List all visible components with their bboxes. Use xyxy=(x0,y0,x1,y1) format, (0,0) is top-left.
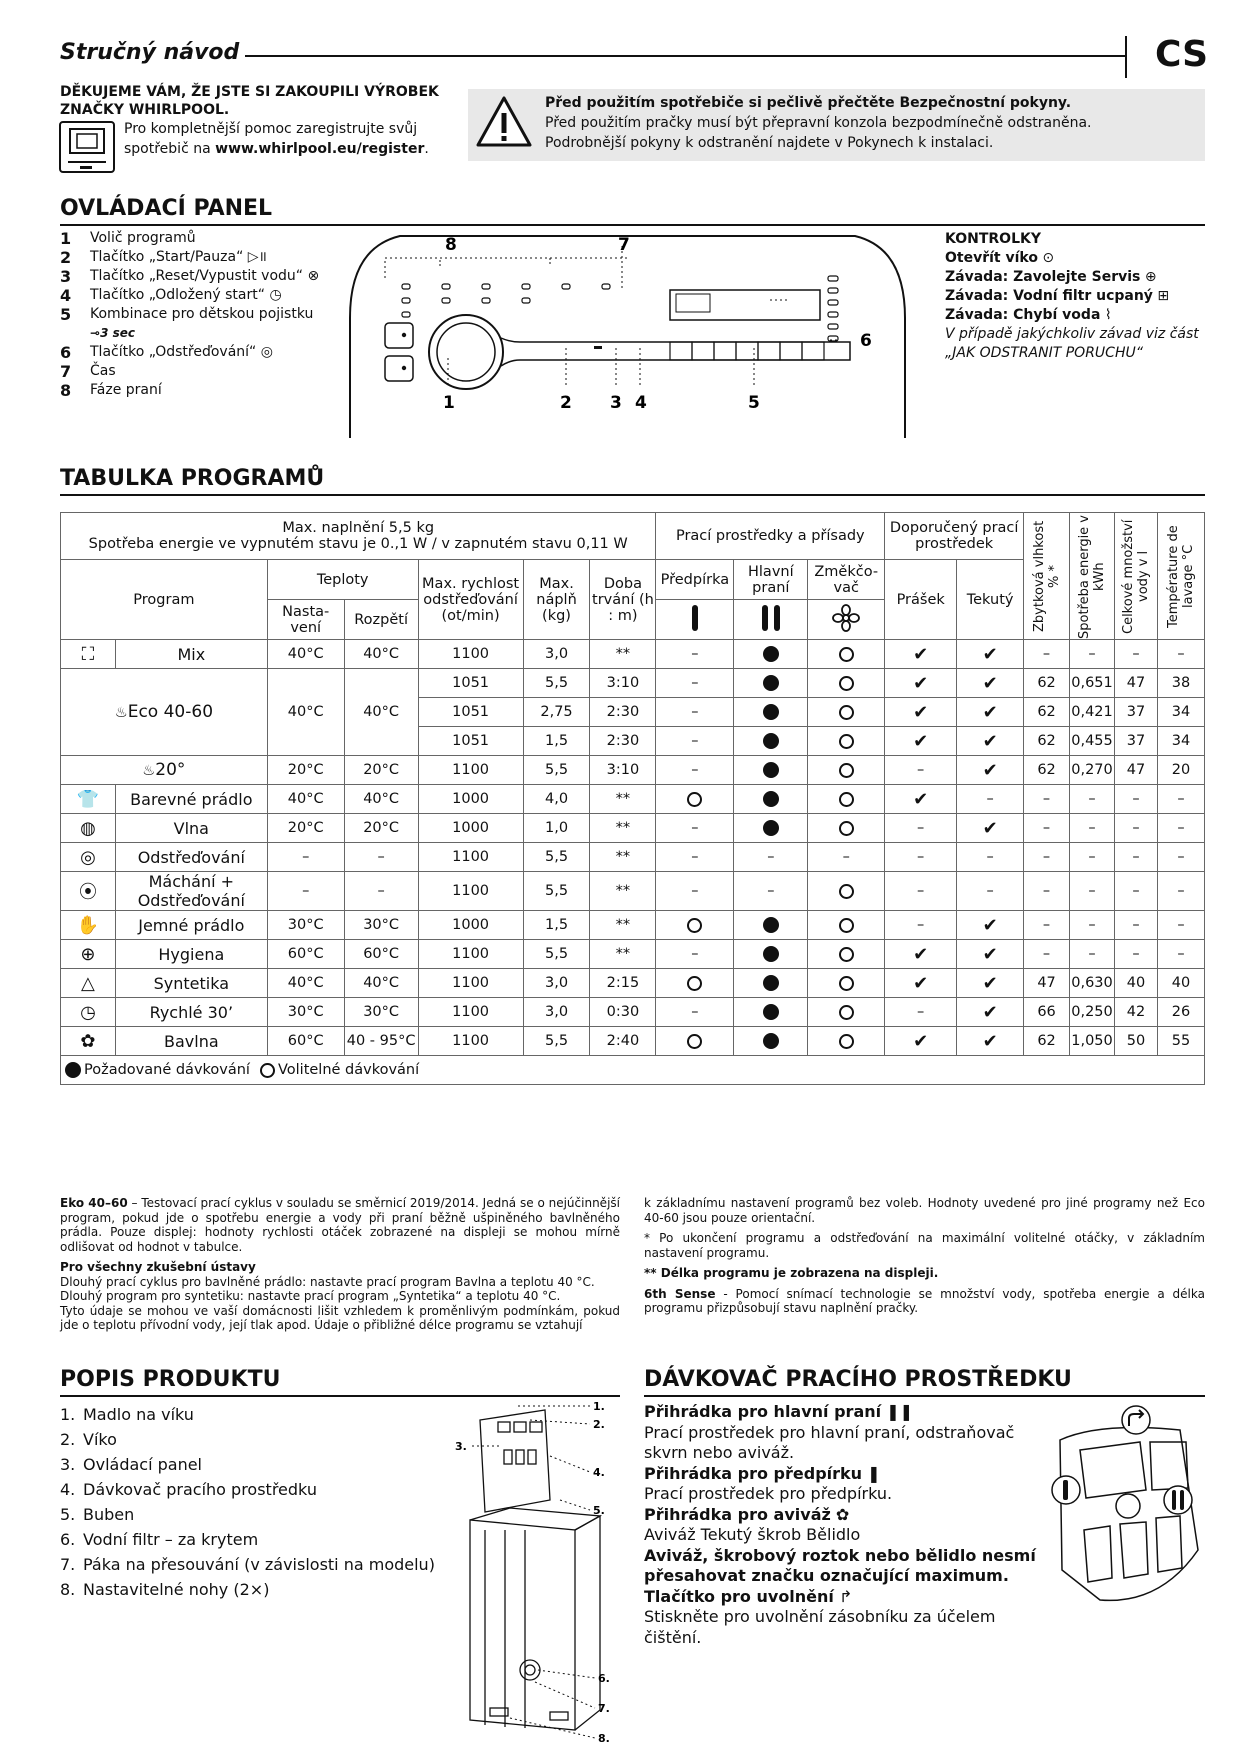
program-icon-cell xyxy=(61,785,116,814)
program-name: Vlna xyxy=(115,814,267,843)
program-icon-cell xyxy=(61,998,116,1027)
filter-icon: ⊞ xyxy=(1157,288,1170,304)
prewash-icon: ❚ xyxy=(867,1463,881,1483)
warning-icon xyxy=(474,93,534,151)
list-item: 8 Fáze praní xyxy=(60,381,162,400)
required-dose-icon xyxy=(763,762,779,778)
optional-dose-icon xyxy=(687,792,702,807)
softener-header: Změkčo-vač xyxy=(808,560,885,600)
program-name: Syntetika xyxy=(115,969,267,998)
section-rule xyxy=(60,494,1205,496)
program-icon-cell xyxy=(61,911,116,940)
product-label-3: 3. xyxy=(455,1440,467,1453)
list-item: 3. Ovládací panel xyxy=(60,1455,202,1474)
dispenser-description: Přihrádka pro hlavní praní ❚❚ Prací prostředek pro hlavní praní, odstraňovač skvrn nebo aviváž. Přihrádka pro předpírku ❚ Prací prostředek pro předpírku. Přihrádka pro aviváž ✿ Aviváž Tekutý škrob Bělidlo Aviváž, škrobový roztok nebo bělidlo nesmí přesahovat značku označující maximum. Tlačítko pro uvolnění ↱ Stiskněte pro uvolnění zásobníku za účelem čištění. xyxy=(644,1402,1036,1647)
list-item: 8. Nastavitelné nohy (2×) xyxy=(60,1580,270,1599)
table-row: ♨Eco 40-60 40°C 40°C 1051 5,5 3:10 – ✔ ✔ 62 0,651 47 38 xyxy=(61,669,1205,698)
set-header: Nasta-vení xyxy=(267,600,344,640)
required-dose-icon xyxy=(763,820,779,836)
optional-dose-icon xyxy=(839,918,854,933)
list-item: 6. Vodní filtr – za krytem xyxy=(60,1530,259,1549)
list-item: 5 Kombinace pro dětskou pojistku xyxy=(60,305,314,324)
hygiene-icon: ⊕ xyxy=(80,943,96,965)
speed-header: Max. rychlost odstřeďování (ot/min) xyxy=(418,560,523,640)
colour-icon: 👕 xyxy=(76,788,100,810)
optional-dose-icon xyxy=(839,1034,854,1049)
range-header: Rozpětí xyxy=(344,600,418,640)
optional-dose-icon xyxy=(687,1034,702,1049)
diagram-label-6: 6 xyxy=(860,331,872,351)
program-table-heading: TABULKA PROGRAMŮ xyxy=(60,466,325,491)
program-header: Program xyxy=(61,560,268,640)
list-item: 4. Dávkovač pracího prostředku xyxy=(60,1480,317,1499)
cotton-icon: ✿ xyxy=(80,1030,96,1052)
wool-icon: ◍ xyxy=(80,817,96,839)
list-item: 1. Madlo na víku xyxy=(60,1405,194,1424)
title-rule xyxy=(245,55,1125,57)
table-row: 1051 2,75 2:30 – ✔ ✔ 62 0,421 37 34 xyxy=(61,698,1205,727)
list-item: 1 Volič programů xyxy=(60,229,196,248)
optional-dose-icon xyxy=(839,821,854,836)
thanks-text: DĚKUJEME VÁM, ŽE JSTE SI ZAKOUPILI VÝROBEK ZNAČKY WHIRLPOOL. xyxy=(60,84,439,118)
title-divider xyxy=(1125,36,1127,78)
control-panel-diagram xyxy=(330,228,930,443)
table-row: ◍ Vlna 20°C 20°C 1000 1,0 ** – – ✔ – – – – xyxy=(61,814,1205,843)
water-header: Celkové množství vody v l xyxy=(1115,513,1158,640)
optional-dose-icon xyxy=(687,976,702,991)
computer-icon xyxy=(58,120,116,176)
child-lock-hint: ⊸3 sec xyxy=(90,326,135,340)
diagram-label-2: 2 xyxy=(560,393,572,413)
list-item: 7. Páka na přesouvání (v závislosti na modelu) xyxy=(60,1555,435,1574)
release-arrow-icon: ↱ xyxy=(839,1586,853,1606)
diagram-label-7: 7 xyxy=(618,235,630,255)
required-dose-icon xyxy=(763,646,779,662)
product-label-1: 1. xyxy=(593,1400,605,1413)
mainwash-header: Hlavní praní xyxy=(734,560,808,600)
product-parts-list xyxy=(60,1402,440,1602)
optional-dose-icon xyxy=(687,918,702,933)
table-row: △ Syntetika 40°C 40°C 1100 3,0 2:15 ✔ ✔ 47 0,630 40 40 xyxy=(61,969,1205,998)
language-code: CS xyxy=(1155,34,1209,75)
prewash-header: Předpírka xyxy=(656,560,734,600)
table-row: ⦿ Máchání + Odstřeďování – – 1100 5,5 ** – – – – – – – – xyxy=(61,872,1205,911)
program-icon-cell xyxy=(61,843,116,872)
product-label-7: 7. xyxy=(598,1702,610,1715)
temps-header: Teploty xyxy=(267,560,418,600)
optional-dose-icon xyxy=(839,792,854,807)
diagram-label-5: 5 xyxy=(748,393,760,413)
spin-icon: ◎ xyxy=(80,846,96,868)
register-link[interactable]: www.whirlpool.eu/register xyxy=(215,141,425,157)
program-name: Barevné prádlo xyxy=(115,785,267,814)
list-item: 2 Tlačítko „Start/Pauza“ ▷॥ xyxy=(60,248,267,267)
required-dose-icon xyxy=(763,917,779,933)
notes-right: k základnímu nastavení programů bez voleb. Hodnoty uvedené pro jiné programy než Eco 40-60 jsou pouze orientační. * Po ukončení programu a odstřeďování na maximální volitelné otáčky, v základním nastavení programu. ** Délka programu je zobrazena na displeji. 6th Sense - Pomocí snímací technologie se množství vody, spotřeba energie a délka programu přizpůsobují stavu naplnění pračky. xyxy=(644,1196,1205,1315)
program-name: Máchání + Odstřeďování xyxy=(115,872,267,911)
table-top-header: Max. naplnění 5,5 kg Spotřeba energie ve vypnutém stavu je 0.,1 W / v zapnutém stavu 0,11 W xyxy=(61,513,656,560)
register-text: Pro kompletnější pomoc zaregistrujte svůj spotřebič na www.whirlpool.eu/register. xyxy=(124,121,429,157)
diagram-label-3: 3 xyxy=(610,393,622,413)
optional-dose-icon xyxy=(839,763,854,778)
table-row: ⊕ Hygiena 60°C 60°C 1100 5,5 ** – ✔ ✔ – – – – xyxy=(61,940,1205,969)
required-dose-icon xyxy=(763,704,779,720)
required-dose-icon xyxy=(763,946,779,962)
dispenser-diagram xyxy=(1040,1400,1205,1615)
product-label-4: 4. xyxy=(593,1466,605,1479)
program-name: Rychlé 30’ xyxy=(115,998,267,1027)
softener-icon xyxy=(808,600,885,640)
table-row: 👕 Barevné prádlo 40°C 40°C 1000 4,0 ** ✔ – – – – – xyxy=(61,785,1205,814)
program-table xyxy=(60,512,1205,1085)
product-heading: POPIS PRODUKTU xyxy=(60,1367,281,1392)
optional-dose-icon xyxy=(839,734,854,749)
wash-temp-header: Température de lavage °C xyxy=(1157,513,1204,640)
delicate-icon: ✋ xyxy=(76,914,100,936)
prewash-icon xyxy=(656,600,734,640)
table-row: ◎ Odstřeďování – – 1100 5,5 ** – – – – – – – – – xyxy=(61,843,1205,872)
dispenser-heading: DÁVKOVAČ PRACÍHO PROSTŘEDKU xyxy=(644,1367,1072,1392)
mainwash-icon xyxy=(734,600,808,640)
table-row: ✿ Bavlna 60°C 40 - 95°C 1100 5,5 2:40 ✔ ✔ 62 1,050 50 55 xyxy=(61,1027,1205,1056)
recommended-header: Doporučený prací prostředek xyxy=(885,513,1024,560)
program-name: Mix xyxy=(115,640,267,669)
program-name-cell: ♨20° xyxy=(61,756,268,785)
control-panel-list xyxy=(60,229,360,400)
required-dose-icon xyxy=(763,733,779,749)
required-dose-icon xyxy=(763,791,779,807)
washer-diagram xyxy=(450,1400,630,1745)
moisture-header: Zbytková vlhkost % * xyxy=(1024,513,1070,640)
required-dose-icon xyxy=(763,975,779,991)
optional-dose-icon xyxy=(260,1063,275,1078)
required-dose-icon xyxy=(763,1004,779,1020)
document-title: Stručný návod xyxy=(60,40,240,65)
product-label-8: 8. xyxy=(598,1732,610,1745)
optional-dose-icon xyxy=(839,947,854,962)
indicators-legend: KONTROLKY Otevřít víko ⊙ Závada: Zavolejte Servis ⊕ Závada: Vodní filtr ucpaný ⊞ Závada: Chybí voda ⌇ V případě jakýchkoliv závad viz část „JAK ODSTRANIT PORUCHU“ xyxy=(945,231,1199,361)
program-icon-cell xyxy=(61,1027,116,1056)
cotton20-icon: ♨ xyxy=(142,763,156,779)
table-row: ◷ Rychlé 30’ 30°C 30°C 1100 3,0 0:30 – – ✔ 66 0,250 42 26 xyxy=(61,998,1205,1027)
service-icon: ⊕ xyxy=(1144,269,1157,285)
table-row: ♨20° 20°C 20°C 1100 5,5 3:10 – – ✔ 62 0,270 47 20 xyxy=(61,756,1205,785)
program-name: Hygiena xyxy=(115,940,267,969)
warning-text: Před použitím spotřebiče si pečlivě přečtěte Bezpečnostní pokyny. Před použitím pračky musí být přepravní konzola bezpodmínečně odstraněna. Podrobnější pokyny k odstranění najdete v Pokynech k instalaci. xyxy=(545,95,1092,151)
required-dose-icon xyxy=(65,1062,81,1078)
synthetic-icon: △ xyxy=(81,972,95,994)
duration-header: Doba trvání (h : m) xyxy=(590,560,656,640)
tap-icon: ⌇ xyxy=(1104,307,1112,323)
program-icon-cell xyxy=(61,814,116,843)
notes-left: Eko 40–60 – Testovací prací cyklus v souladu se směrnicí 2019/2014. Jedná se o nejúčinnější program, pokud jde o spotřebu energie a vody při praní běžně ušpiněného bavlněného prádla. Pouze displej: hodnoty rychlosti otáček zobrazené na displeji se mohou mírně odlišovat od hodnot v tabulce. Pro všechny zkušební ústavy Dlouhý prací cyklus pro bavlněné prádlo: nastavte prací program Bavlna a teplotu 40 °C. Dlouhý program pro syntetiku: nastavte prací program „Syntetika“ a teplotu 40 °C. Tyto údaje se mohou ve vaší domácnosti lišit vzhledem k proměnlivým podmínkám, pokud jde o teplotu přívodní vody, její tlak apod. Údaje o přibližné délce programu se vztahují xyxy=(60,1196,620,1332)
mix-icon: ⛶ xyxy=(81,643,95,665)
table-row: ⛶ Mix 40°C 40°C 1100 3,0 ** – ✔ ✔ – – – – xyxy=(61,640,1205,669)
required-dose-icon xyxy=(763,1033,779,1049)
program-icon-cell xyxy=(61,640,116,669)
section-rule xyxy=(60,1395,620,1397)
product-label-5: 5. xyxy=(593,1504,605,1517)
energy-header: Spotřeba energie v kWh xyxy=(1070,513,1115,640)
program-name: Jemné prádlo xyxy=(115,911,267,940)
list-item: 4 Tlačítko „Odložený start“ ◷ xyxy=(60,286,282,305)
optional-dose-icon xyxy=(839,647,854,662)
program-name: Bavlna xyxy=(115,1027,267,1056)
optional-dose-icon xyxy=(839,705,854,720)
load-header: Max. náplň (kg) xyxy=(523,560,590,640)
rinse-spin-icon: ⦿ xyxy=(78,882,97,903)
program-name: Odstřeďování xyxy=(115,843,267,872)
list-item: 2. Víko xyxy=(60,1430,117,1449)
table-legend: Požadované dávkování Volitelné dávkování xyxy=(61,1056,1205,1085)
program-icon-cell xyxy=(61,940,116,969)
diagram-label-1: 1 xyxy=(443,393,455,413)
key-icon: ⊸ xyxy=(90,326,101,340)
lock-icon: ⊙ xyxy=(1042,250,1055,266)
detergents-header: Prací prostředky a přísady xyxy=(656,513,885,560)
diagram-label-4: 4 xyxy=(635,393,647,413)
mainwash-icon: ❚❚ xyxy=(886,1402,914,1421)
optional-dose-icon xyxy=(839,1005,854,1020)
program-icon-cell xyxy=(61,969,116,998)
powder-header: Prášek xyxy=(885,560,957,640)
list-item: 3 Tlačítko „Reset/Vypustit vodu“ ⊗ xyxy=(60,267,320,286)
required-dose-icon xyxy=(763,675,779,691)
program-icon-cell xyxy=(61,872,116,911)
program-name-cell: ♨Eco 40-60 xyxy=(61,669,268,756)
control-panel-heading: OVLÁDACÍ PANEL xyxy=(60,196,273,221)
eco-icon: ♨ xyxy=(114,705,128,721)
optional-dose-icon xyxy=(839,884,854,899)
product-label-6: 6. xyxy=(598,1672,610,1685)
section-rule xyxy=(60,224,1205,226)
table-row: 1051 1,5 2:30 – ✔ ✔ 62 0,455 37 34 xyxy=(61,727,1205,756)
section-rule xyxy=(644,1395,1205,1397)
list-item: 7 Čas xyxy=(60,362,116,381)
liquid-header: Tekutý xyxy=(957,560,1024,640)
optional-dose-icon xyxy=(839,676,854,691)
softener-icon: ✿ xyxy=(835,1504,850,1524)
optional-dose-icon xyxy=(839,976,854,991)
list-item: 6 Tlačítko „Odstřeďování“ ◎ xyxy=(60,343,273,362)
table-row: ✋ Jemné prádlo 30°C 30°C 1000 1,5 ** – ✔ – – – – xyxy=(61,911,1205,940)
rapid-icon: ◷ xyxy=(80,1001,96,1023)
diagram-label-8: 8 xyxy=(445,235,457,255)
product-label-2: 2. xyxy=(593,1418,605,1431)
list-item: 5. Buben xyxy=(60,1505,135,1524)
